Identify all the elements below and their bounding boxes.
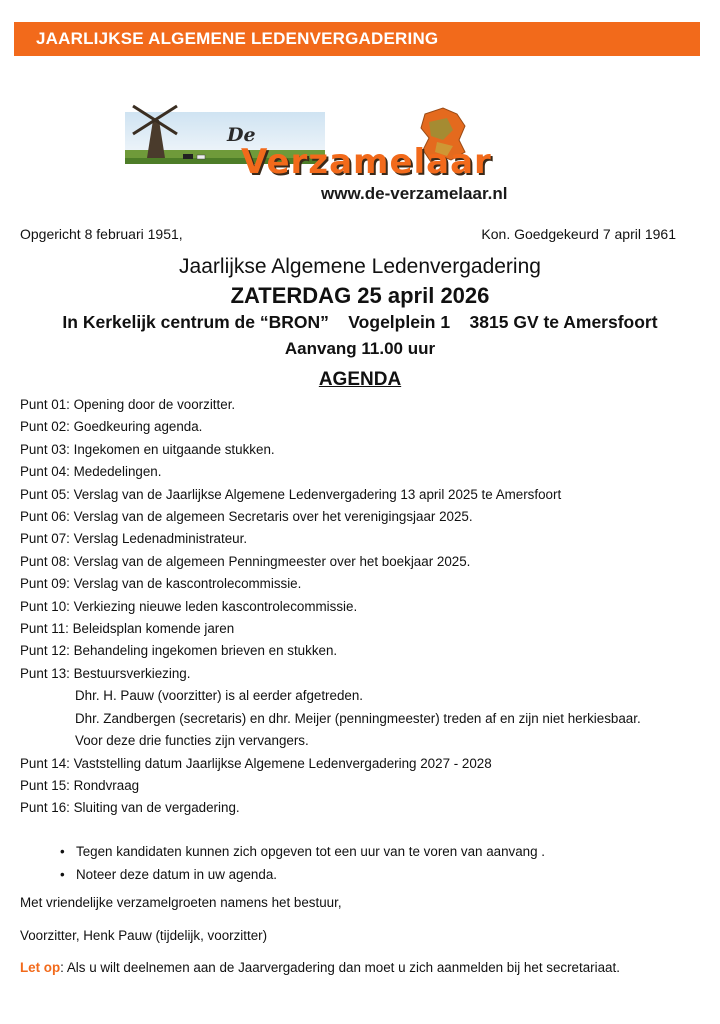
agenda-subitem: Dhr. H. Pauw (voorzitter) is al eerder afgetreden. [75,688,364,704]
closing-greeting: Met vriendelijke verzamelgroeten namens het bestuur, [20,895,342,910]
meeting-title: Jaarlijkse Algemene Ledenvergadering [179,255,541,278]
agenda-item: Punt 04: Mededelingen. [20,464,162,480]
agenda-item: Punt 06: Verslag van de algemeen Secretaris over het verenigingsjaar 2025. [20,509,473,525]
agenda-subitem: Voor deze drie functies zijn vervangers. [75,733,309,749]
agenda-item: Punt 12: Behandeling ingekomen brieven en stukken. [20,643,338,659]
agenda-item: Punt 05: Verslag van de Jaarlijkse Algemene Ledenvergadering 13 april 2025 te Amersfoort [20,486,562,502]
agenda-item: Punt 13: Bestuursverkiezing. [20,665,191,681]
warning-label: Let op [20,960,61,975]
approved-date: Kon. Goedgekeurd 7 april 1961 [481,226,676,242]
agenda-item: Punt 09: Verslag van de kascontrolecommissie. [20,576,302,592]
agenda-subitem: Dhr. Zandbergen (secretaris) en dhr. Meijer (penningmeester) treden af en zijn niet herkiesbaar. [75,710,641,726]
agenda-item: Punt 07: Verslag Ledenadministrateur. [20,531,248,547]
agenda-item: Punt 01: Opening door de voorzitter. [20,397,236,412]
meeting-location: In Kerkelijk centrum de “BRON” Vogelplein 1 3815 GV te Amersfoort [62,312,658,332]
agenda-item: Punt 14: Vaststelling datum Jaarlijkse Algemene Ledenvergadering 2027 - 2028 [20,755,492,771]
agenda-list [20,394,700,820]
note-item: • Tegen kandidaten kunnen zich opgeven tot een uur van te voren van aanvang . [58,840,545,863]
meeting-date: ZATERDAG 25 april 2026 [230,283,490,308]
warning-text: : Als u wilt deelnemen aan de Jaarvergadering dan moet u zich aanmelden bij het secretariaat. [60,960,620,975]
title-banner: JAARLIJKSE ALGEMENE LEDENVERGADERING [14,22,700,56]
signature: Voorzitter, Henk Pauw (tijdelijk, voorzitter) [20,928,268,943]
logo-name: Verzamelaar [241,142,492,182]
agenda-item: Punt 16: Sluiting van de vergadering. [20,800,240,816]
agenda-item: Punt 02: Goedkeuring agenda. [20,419,203,435]
agenda-item: Punt 03: Ingekomen en uitgaande stukken. [20,441,275,457]
notes-list [58,840,545,886]
founded-date: Opgericht 8 februari 1951, [20,226,183,242]
agenda-heading: AGENDA [318,369,402,390]
logo [125,100,515,205]
meeting-start: Aanvang 11.00 uur [284,339,436,358]
logo-prefix: De [227,124,256,146]
agenda-item: Punt 15: Rondvraag [20,777,140,793]
agenda-item: Punt 08: Verslag van de algemeen Penningmeester over het boekjaar 2025. [20,553,471,569]
note-item: • Noteer deze datum in uw agenda. [58,863,545,886]
logo-url: www.de-verzamelaar.nl [321,184,508,203]
registration-notice [20,960,620,975]
agenda-item: Punt 11: Beleidsplan komende jaren [20,621,235,637]
agenda-item: Punt 10: Verkiezing nieuwe leden kascontrolecommissie. [20,598,358,614]
